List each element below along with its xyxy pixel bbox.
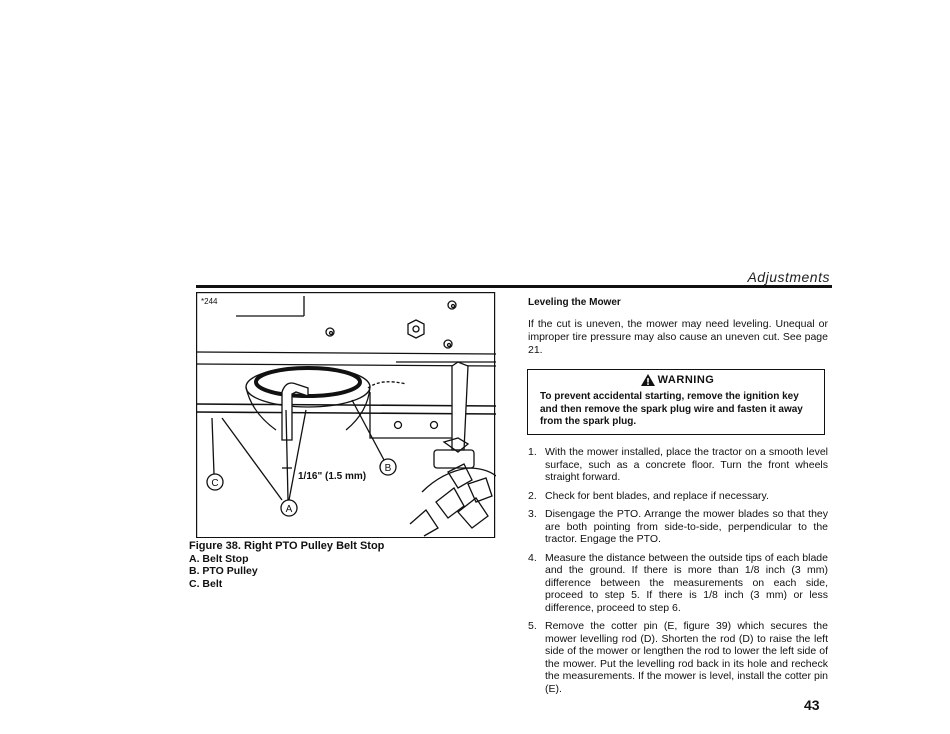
figure-caption [189,540,384,590]
step-number: 4. [528,551,537,564]
caption-item-b: B. PTO Pulley [189,565,258,577]
figure-caption-title: Figure 38. Right PTO Pulley Belt Stop [189,540,385,552]
page-number: 43 [804,697,820,713]
step-number: 1. [528,446,537,458]
caption-item-c: C. Belt [189,577,223,590]
step-text: Check for bent blades, and replace if necessary. [545,489,769,502]
list-item [528,508,828,546]
callout-a: A [285,504,293,515]
leveling-section [528,297,828,357]
figure-38-illustration [196,292,496,538]
callout-c: C [211,478,219,489]
step-number: 5. [528,620,537,632]
warning-box [527,369,825,435]
caption-item-a: A. Belt Stop [189,552,249,565]
header-rule [196,285,832,288]
step-text: With the mower installed, place the tractor on a smooth level surface, such as a concrete floor. Turn the front wheels straight forward. [545,446,828,483]
warning-text: To prevent accidental starting, remove the ignition key and then remove the spark plug wire and fasten it away from the spark plug. [540,391,803,427]
step-text: Remove the cotter pin (E, figure 39) which secures the mower levelling rod (D). Shorten the rod (D) to raise the left side of the mower or lengthen the rod to lower the left side of the mower. Put the levelling rod back in its hole and recheck the measurements. If the mower is level, install the cotter pin (E). [545,620,828,695]
warning-triangle-icon [640,373,656,387]
step-text: Disengage the PTO. Arrange the mower blades so that they are both pointing from side-to-side, perpendicular to the tractor. Engage the PTO. [545,508,828,545]
warning-label: WARNING [657,374,715,386]
list-item [528,620,828,695]
step-number: 3. [528,508,537,520]
section-heading: Leveling the Mower [528,297,621,308]
list-item [528,446,828,484]
list-item [528,490,828,503]
figure-code: *244 [201,297,218,306]
section-intro: If the cut is uneven, the mower may need leveling. Unequal or improper tire pressure may also cause an uneven cut. See page 21. [528,318,828,356]
steps-list [528,446,828,701]
section-header-title: Adjustments [747,269,830,285]
list-item [528,552,828,615]
measurement-label: 1/16" (1.5 mm) [298,471,367,482]
warning-header [540,373,814,387]
step-text: Measure the distance between the outside tips of each blade and the ground. If there is more than 1/8 inch (3 mm) difference between the measurements on each side, proceed to step 5. If there is 1/8 inch (3 mm) or less difference, proceed to step 6. [545,551,828,614]
callout-b: B [384,463,392,474]
step-number: 2. [528,489,537,502]
